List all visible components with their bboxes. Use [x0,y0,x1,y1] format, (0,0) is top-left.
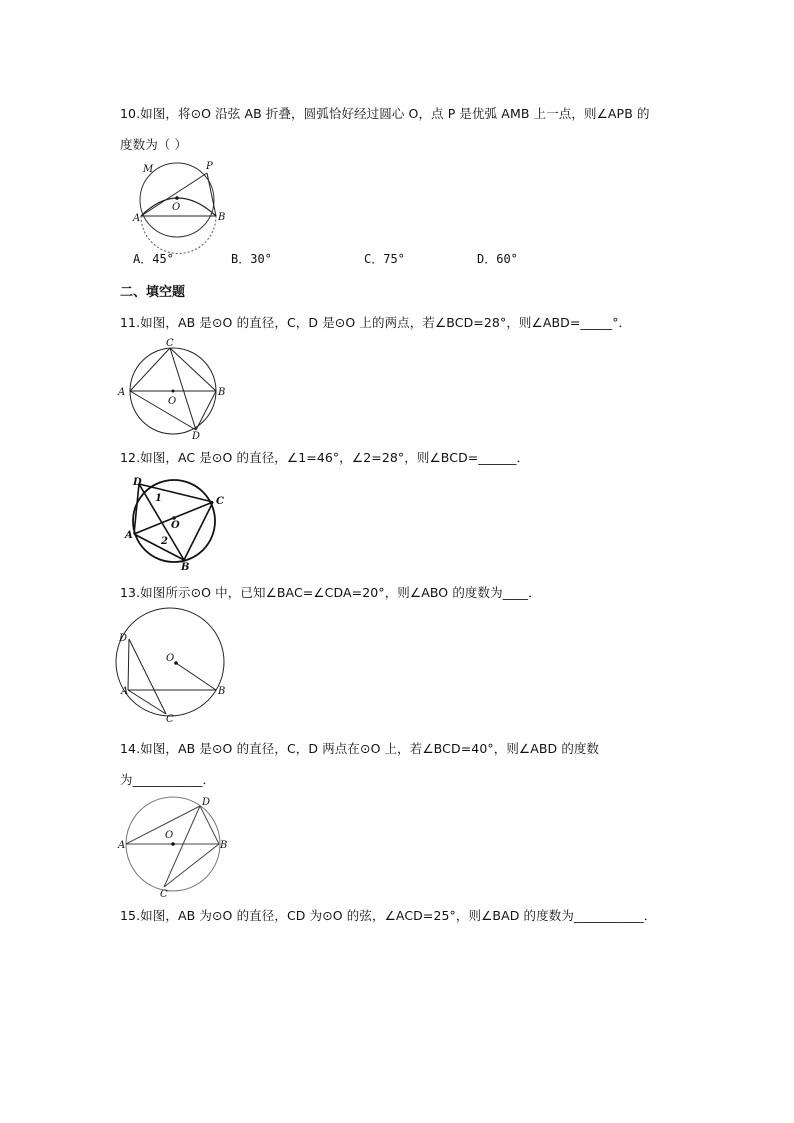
q10-option-b: B．30° [231,252,272,266]
q12-label-2: 2 [161,536,168,547]
q11-figure [118,338,228,440]
q10-figure [130,158,230,240]
q10-text-line1: 10.如图，将⊙O 沿弦 AB 折叠，圆弧恰好经过圆心 O，点 P 是优弧 AMB 上一点，则∠APB 的 [120,106,650,121]
q10-label-a: A [133,213,141,224]
q11-label-b: B [218,387,226,398]
q14-line-ad [126,806,200,844]
q13-label-o: O [166,653,175,664]
q13-line-ob [176,663,216,690]
q14-label-b: B [220,840,228,851]
q14-text-line2: 为___________． [120,772,216,787]
q14-label-o: O [165,830,174,841]
q11-label-c: C [166,338,174,349]
q10-center-dot [175,196,179,200]
q10-option-d: D．60° [477,252,518,266]
q15-text: 15.如图，AB 为⊙O 的直径，CD 为⊙O 的弦，∠ACD=25°，则∠BAD 的度数为___________． [120,908,657,923]
q11-line-bd [196,391,216,430]
q10-option-a: A．45° [133,252,174,266]
q11-label-d: D [192,431,201,442]
q13-label-d: D [119,633,128,644]
q11-center-dot [172,390,175,393]
q13-text: 13.如图所示⊙O 中，已知∠BAC=∠CDA=20°，则∠ABO 的度数为____． [120,585,541,600]
q12-label-b: B [181,562,190,573]
q12-label-o: O [171,520,180,531]
q11-label-o: O [168,396,177,407]
q12-label-1: 1 [155,493,162,504]
q11-text: 11.如图，AB 是⊙O 的直径，C，D 是⊙O 上的两点，若∠BCD=28°，则∠ABD=_____°． [120,315,632,330]
q12-label-c: C [216,496,224,507]
q11-line-ad [130,391,196,430]
q14-figure [116,794,230,900]
q12-label-d: D [133,477,142,488]
q12-text: 12.如图，AC 是⊙O 的直径，∠1=46°，∠2=28°，则∠BCD=______． [120,450,530,465]
q14-line-dc [164,806,200,887]
section-heading: 二、填空题 [120,285,186,300]
q14-text-line1: 14.如图，AB 是⊙O 的直径，C，D 两点在⊙O 上，若∠BCD=40°，则∠ABD 的度数 [120,741,600,756]
q13-label-b: B [218,686,226,697]
q13-figure [116,610,232,724]
q12-line-cb [184,502,213,560]
q14-center-dot [171,842,175,846]
q10-option-c: C．75° [364,252,405,266]
q12-line-dc [139,484,213,502]
q14-label-c: C [160,889,168,900]
q10-label-b: B [218,212,226,223]
q11-label-a: A [118,387,126,398]
q13-line-da [128,639,129,690]
q14-label-a: A [118,840,126,851]
q10-label-p: P [206,161,213,172]
q10-text-line2: 度数为（ ） [120,137,188,152]
q13-center-dot [174,661,178,665]
q14-line-cb [164,844,219,887]
q10-label-o: O [172,202,181,213]
q14-label-d: D [202,797,211,808]
q10-label-m: M [143,164,154,175]
q10-dashed-arc [141,216,216,254]
q13-label-c: C [166,714,174,725]
q13-label-a: A [121,686,129,697]
q12-label-a: A [125,530,133,541]
q12-figure [122,474,228,573]
